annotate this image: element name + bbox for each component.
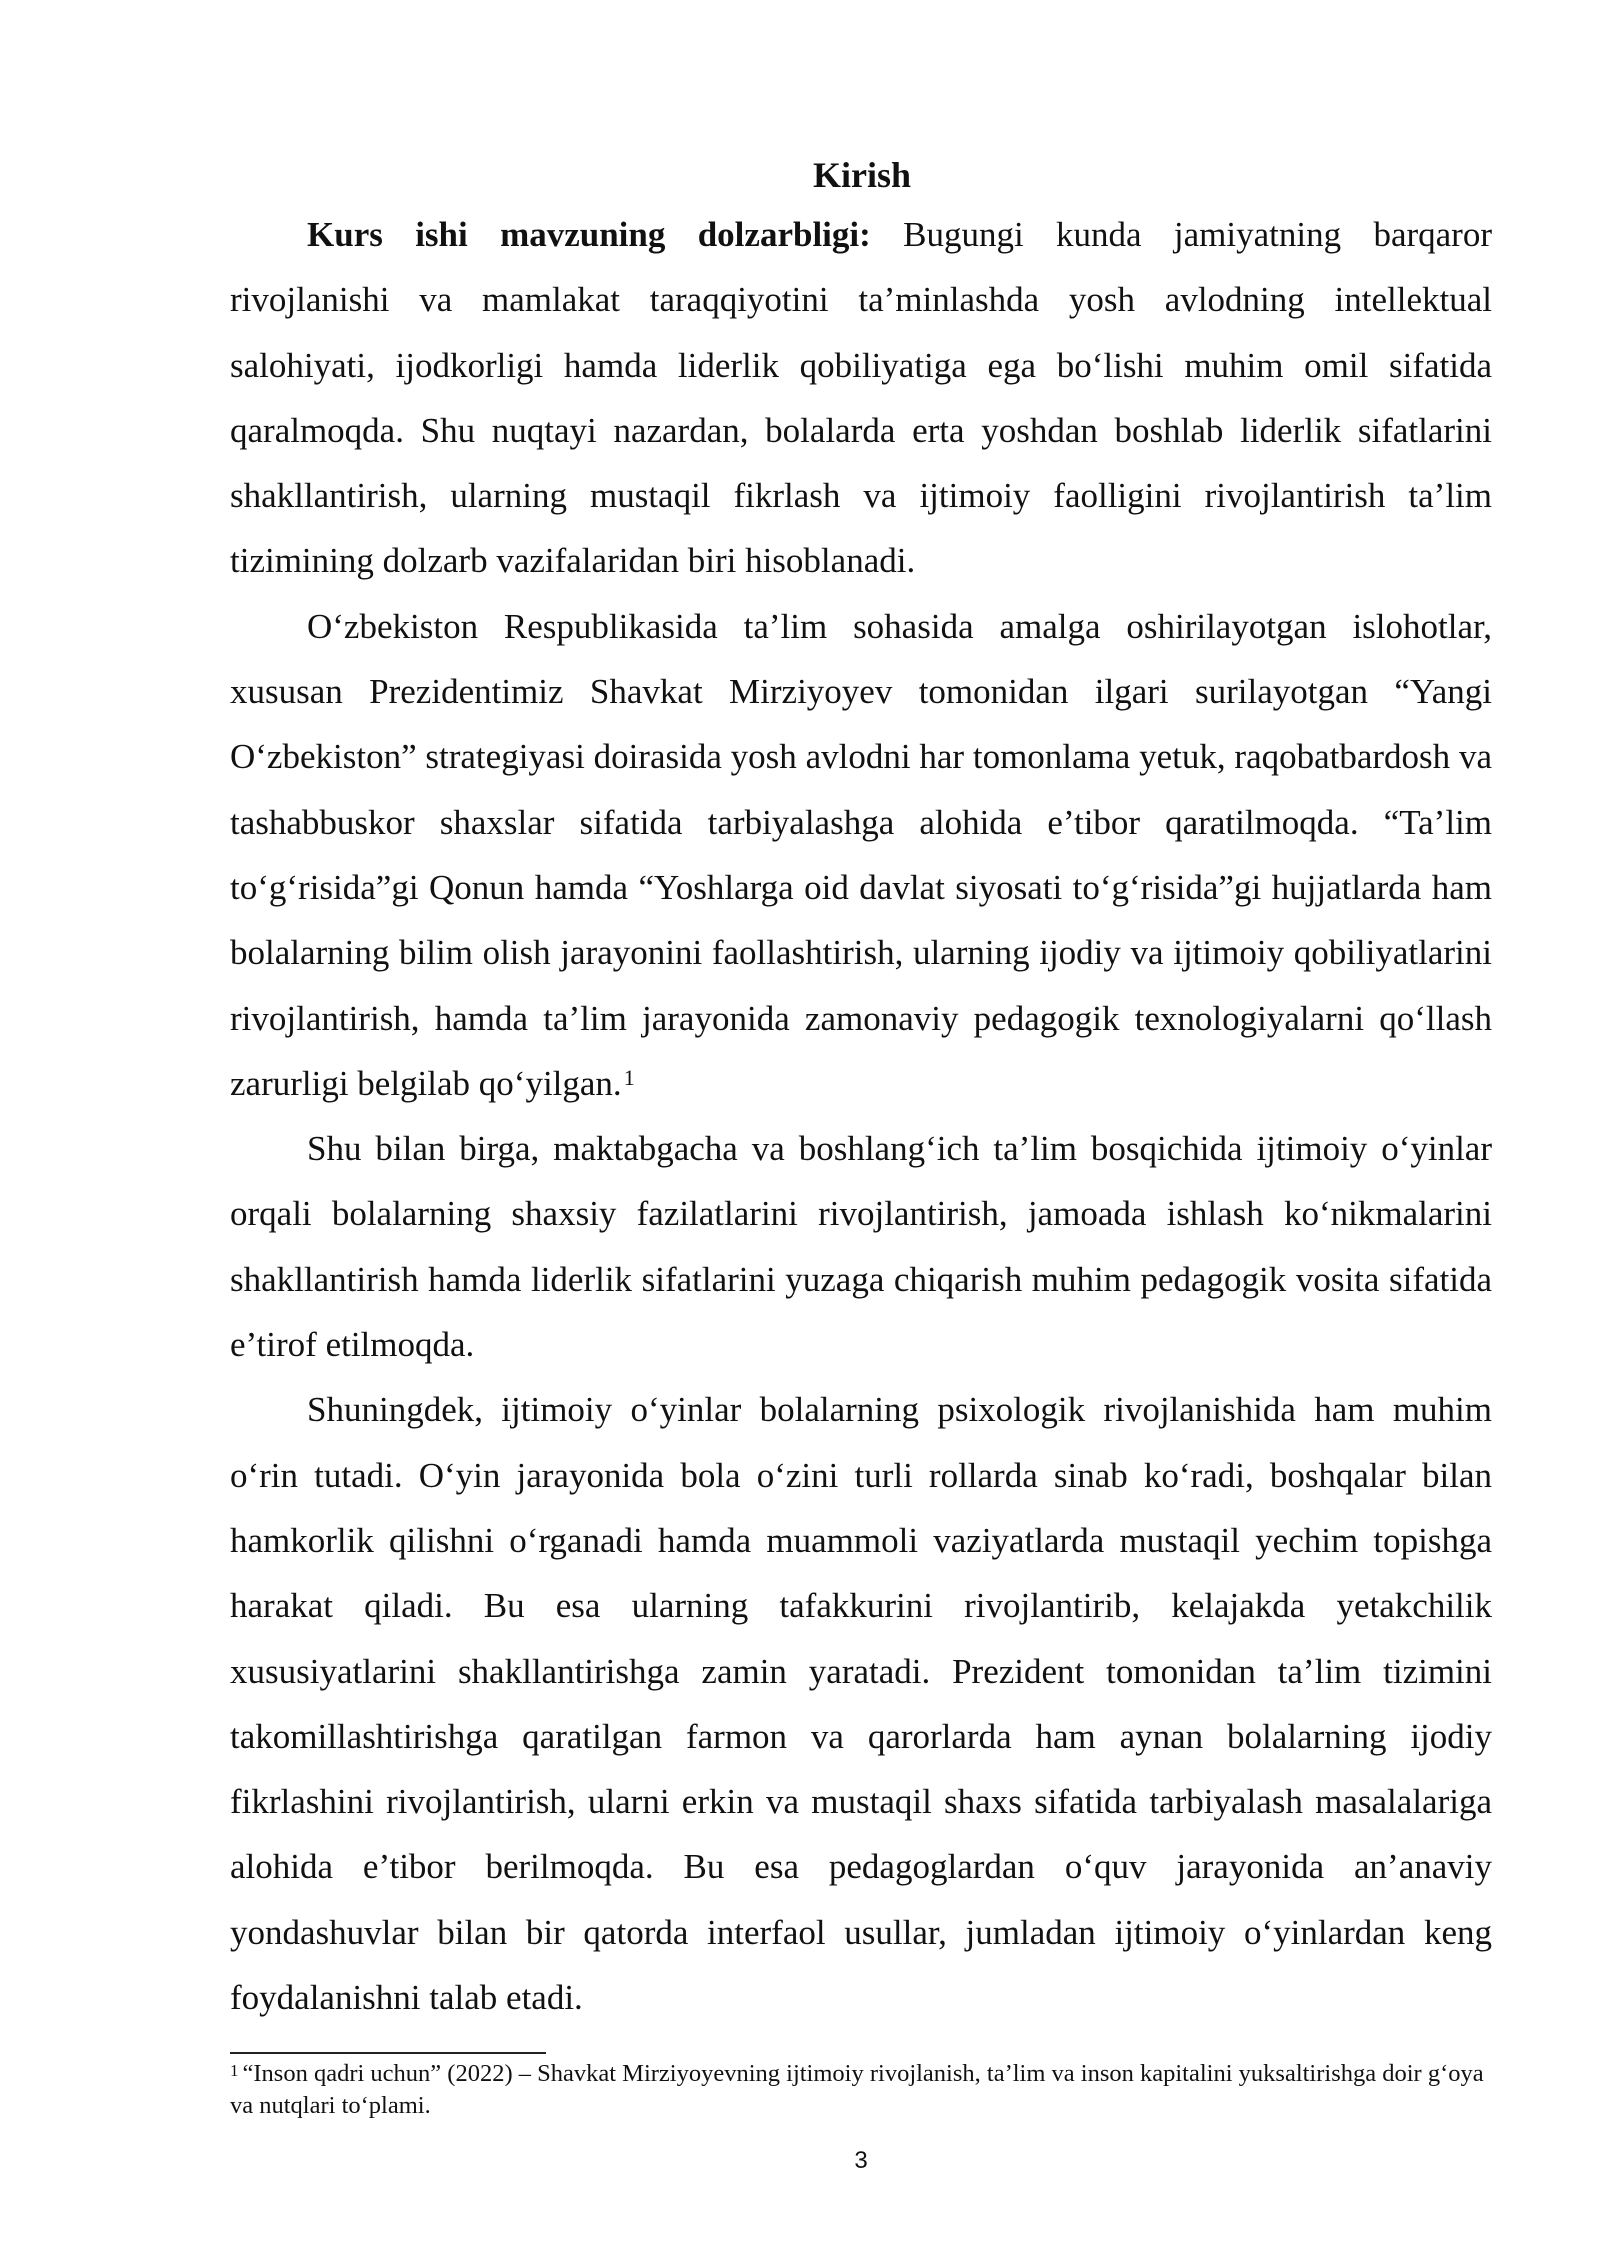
footnote-reference[interactable]: 1 [623, 1064, 635, 1090]
page-body [230, 148, 1492, 2030]
paragraph-text: Shu bilan birga, maktabgacha va boshlang‘ich ta’lim bosqichida ijtimoiy o‘yinlar orqali bolalarning shaxsiy fazilatlarini rivojlantirish, jamoada ishlash ko‘nikmalarini shakllantirish hamda liderlik sifatlarini yuzaga chiqarish muhim pedagogik vosita sifatida e’tirof etilmoqda. [230, 1129, 1492, 1365]
paragraph-preschool [230, 1116, 1492, 1377]
paragraph-psychology [230, 1377, 1492, 2030]
footnote-separator [230, 2052, 546, 2054]
paragraph-text: Shuningdek, ijtimoiy o‘yinlar bolalarning psixologik rivojlanishida ham muhim o‘rin tutadi. O‘yin jarayonida bola o‘zini turli rollarda sinab ko‘radi, boshqalar bilan hamkorlik qilishni o‘rganadi hamda muammoli vaziyatlarda mustaqil yechim topishga harakat qiladi. Bu esa ularning tafakkurini rivojlantirib, kelajakda yetakchilik xususiyatlarini shakllantirishga zamin yaratadi. Prezident tomonidan ta’lim tizimini takomillashtirishga qaratilgan farmon va qarorlarda ham aynan bolalarning ijodiy fikrlashini rivojlantirish, ularni erkin va mustaqil shaxs sifatida tarbiyalash masalalariga alohida e’tibor berilmoqda. Bu esa pedagoglardan o‘quv jarayonida an’anaviy yondashuvlar bilan bir qatorda interfaol usullar, jumladan ijtimoiy o‘yinlardan keng foydalanishni talab etadi. [230, 1390, 1492, 2018]
paragraph-reforms [230, 594, 1492, 1116]
footnote-text: “Inson qadri uchun” (2022) – Shavkat Mirziyoyevning ijtimoiy rivojlanish, ta’lim va inson kapitalini yuksaltirishga doir g‘oya va nutqlari to‘plami. [230, 2060, 1484, 2119]
paragraph-lead: Kurs ishi mavzuning dolzarbligi: [307, 215, 871, 254]
page-number: 3 [854, 2147, 868, 2174]
paragraph-relevance [230, 202, 1492, 594]
paragraph-text: Bugungi kunda jamiyatning barqaror rivojlanishi va mamlakat taraqqiyotini ta’minlashda yosh avlodning intellektual salohiyati, ijodkorligi hamda liderlik qobiliyatiga ega bo‘lishi muhim omil sifatida qaralmoqda. Shu nuqtayi nazardan, bolalarda erta yoshdan boshlab liderlik sifatlarini shakllantirish, ularning mustaqil fikrlash va ijtimoiy faolligini rivojlantirish ta’lim tizimining dolzarb vazifalaridan biri hisoblanadi. [230, 215, 1492, 581]
page-title: Kirish [812, 155, 911, 195]
footnote-mark: 1 [230, 2061, 239, 2080]
footnote [230, 2058, 1492, 2122]
paragraph-text: O‘zbekiston Respublikasida ta’lim sohasida amalga oshirilayotgan islohotlar, xususan Prezidentimiz Shavkat Mirziyoyev tomonidan ilgari surilayotgan “Yangi O‘zbekiston” strategiyasi doirasida yosh avlodni har tomonlama yetuk, raqobatbardosh va tashabbuskor shaxslar sifatida tarbiyalashga alohida e’tibor qaratilmoqda. “Ta’lim to‘g‘risida”gi Qonun hamda “Yoshlarga oid davlat siyosati to‘g‘risida”gi hujjatlarda ham bolalarning bilim olish jarayonini faollashtirish, ularning ijodiy va ijtimoiy qobiliyatlarini rivojlantirish, hamda ta’lim jarayonida zamonaviy pedagogik texnologiyalarni qo‘llash zarurligi belgilab qo‘yilgan. [230, 606, 1492, 1103]
